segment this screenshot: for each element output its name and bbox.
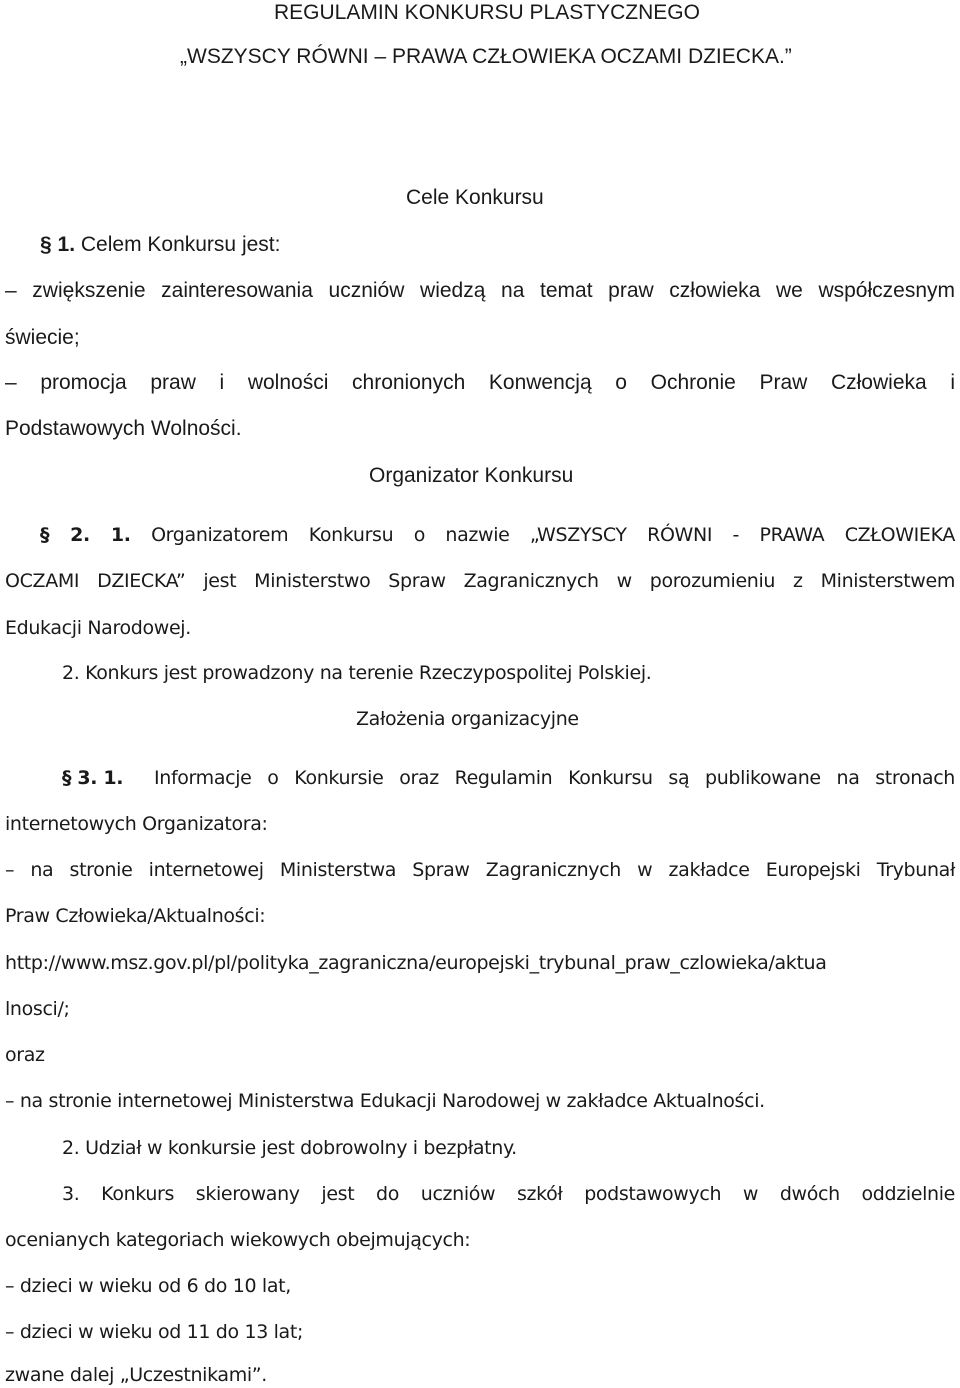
section-2-point-1-end: Edukacji Narodowej. — [5, 617, 191, 639]
section-2-point-1 — [40, 522, 955, 548]
section-2-mark: § 2. 1. — [40, 524, 131, 546]
section-2-point-2: 2. Konkurs jest prowadzony na terenie Rzeczypospolitej Polskiej. — [62, 662, 652, 684]
section-3-point-1-cont: internetowych Organizatora: — [5, 813, 268, 835]
participants-definition: zwane dalej „Uczestnikami”. — [5, 1364, 267, 1386]
section-1-paragraph — [40, 232, 280, 258]
section-1-text: Celem Konkursu jest: — [80, 233, 281, 256]
heading-organizator-konkursu: Organizator Konkursu — [369, 464, 574, 487]
section-1-mark: § 1. — [40, 233, 76, 256]
section-3-point-3-cont: ocenianych kategoriach wiekowych obejmujących: — [5, 1229, 471, 1251]
document-subtitle: „WSZYSCY RÓWNI – PRAWA CZŁOWIEKA OCZAMI DZIECKA.” — [180, 45, 792, 68]
section-3-point-1 — [62, 765, 955, 791]
category-2: – dzieci w wieku od 11 do 13 lat; — [5, 1321, 303, 1343]
section-1-bullet-2-cont: Podstawowych Wolności. — [5, 417, 242, 440]
section-1-bullet-1: – zwiększenie zainteresowania uczniów wiedzą na temat praw człowieka we współczesnym — [5, 279, 955, 302]
section-2-point-1-cont: OCZAMI DZIECKA” jest Ministerstwo Spraw Zagranicznych w porozumieniu z Ministerstwem — [5, 570, 955, 592]
connector-oraz: oraz — [5, 1044, 45, 1066]
section-3-bullet-msz: – na stronie internetowej Ministerstwa Spraw Zagranicznych w zakładce Europejski Trybunał — [5, 859, 955, 881]
section-3-bullet-msz-cont: Praw Człowieka/Aktualności: — [5, 905, 266, 927]
section-3-bullet-men: – na stronie internetowej Ministerstwa Edukacji Narodowej w zakładce Aktualności. — [5, 1090, 765, 1112]
section-3-point-2: 2. Udział w konkursie jest dobrowolny i bezpłatny. — [62, 1137, 517, 1159]
document-title: REGULAMIN KONKURSU PLASTYCZNEGO — [274, 1, 700, 24]
section-3-point-3: 3. Konkurs skierowany jest do uczniów szkół podstawowych w dwóch oddzielnie — [62, 1183, 955, 1205]
section-3-point-1-text: Informacje o Konkursie oraz Regulamin Konkursu są publikowane na stronach — [154, 767, 955, 789]
category-1: – dzieci w wieku od 6 do 10 lat, — [5, 1275, 291, 1297]
section-1-bullet-1-cont: świecie; — [5, 326, 80, 349]
heading-zalozenia-organizacyjne: Założenia organizacyjne — [356, 708, 579, 730]
section-1-bullet-2: – promocja praw i wolności chronionych Konwencją o Ochronie Praw Człowieka i — [5, 371, 955, 394]
msz-url-link[interactable]: http://www.msz.gov.pl/pl/polityka_zagraniczna/europejski_trybunal_praw_czlowieka/aktua — [5, 952, 827, 974]
heading-cele-konkursu: Cele Konkursu — [406, 186, 544, 209]
section-2-point-1-text: Organizatorem Konkursu o nazwie „WSZYSCY RÓWNI - PRAWA CZŁOWIEKA — [151, 524, 956, 546]
section-3-mark: § 3. 1. — [62, 767, 124, 789]
msz-url-link-cont[interactable]: lnosci/; — [5, 998, 70, 1020]
